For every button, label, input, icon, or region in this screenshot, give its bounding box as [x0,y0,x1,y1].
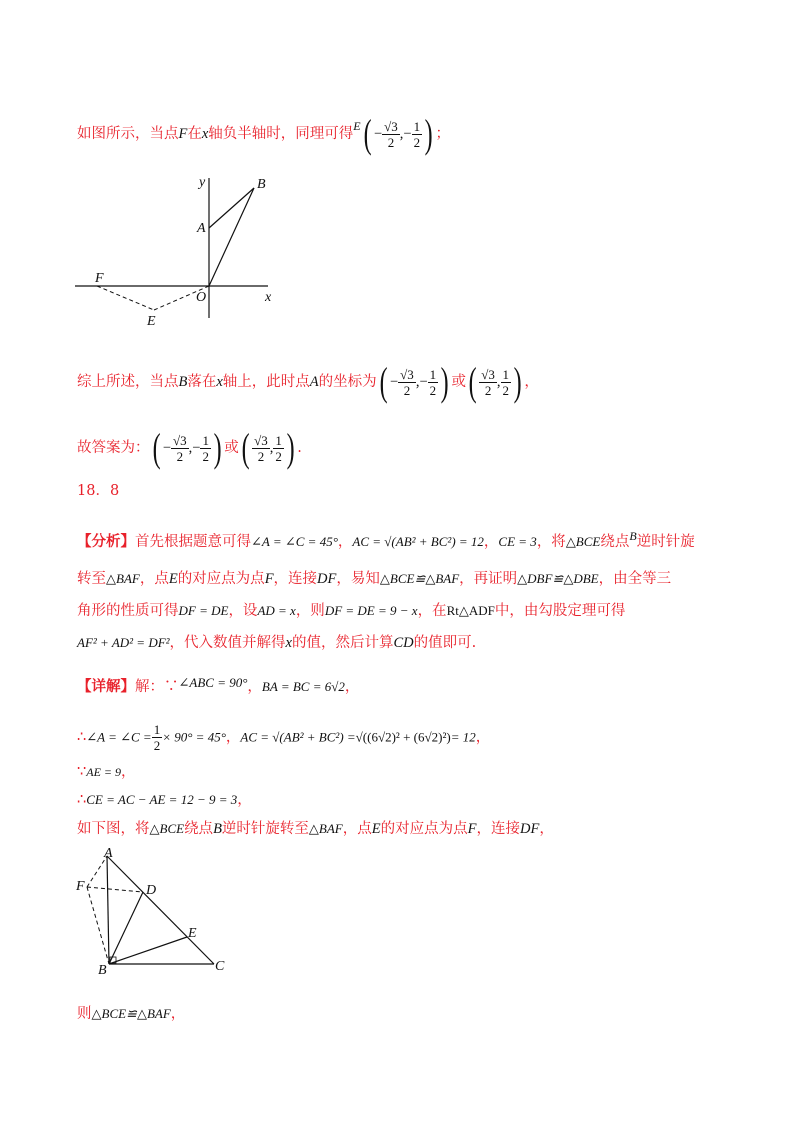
segment-FE [97,286,154,310]
detail-line-6: 则△BCE≌△BAF， [77,1006,186,1022]
label-x: x [265,290,272,305]
label-B: B [98,963,107,977]
analysis-tag: 【分析】 [77,533,135,550]
text: 轴负半轴时，同理可得 [208,126,354,142]
label-D: D [146,883,157,898]
segment-OB [209,188,254,286]
segment-AC [107,856,214,964]
var-x: x [201,126,209,142]
detail-line-5: 如下图，将△BCE绕点B逆时针旋转至△BAF，点E的对应点为点F，连接DF， [77,821,554,837]
answer-line: 故答案为：( − $\frac{√3}{2}$ ,− $\frac{1}{2}$ ) 或( $\frac{√3}{2}$ , $\frac{1}{2}$ ) . [77,425,302,470]
frac: $\frac{1}{2}$ [413,118,421,150]
text: ； [435,126,450,142]
paren: ( [363,111,372,156]
question-heading: 18．8 [77,483,120,499]
label-E: E [188,926,197,941]
coordinate-figure [70,170,290,330]
paren: ) [424,111,433,156]
block2-line: 综上所述，当点B落在x轴上，此时点A的坐标为( − $\frac{√3}{2}$ ,− $\frac{1}{2}$ ) 或( $\frac{√3}{2}$ , $\frac{1}{2}$ ) ， [77,359,539,404]
segment-AB [107,856,109,964]
text: 如图所示，当点 [77,126,179,142]
minus: − [373,126,383,142]
text: 在 [187,126,202,142]
point-A: A [309,374,319,390]
block1-line [77,111,450,156]
label-y: y [199,175,206,190]
label-O: O [196,290,207,305]
label-A: A [197,221,206,236]
segment-FD [87,887,143,892]
detail-line-3: ∵AE = 9， [77,764,136,780]
segment-BD [109,892,143,964]
detail-tag: 【详解】 [77,678,135,695]
label-E: E [147,314,156,329]
label-A: A [104,846,113,861]
triangle-figure [70,842,240,977]
analysis-line-4: AF² + AD² = DF²，代入数值并解得x的值，然后计算CD的值即可. [77,635,477,651]
label-F: F [95,271,104,286]
detail-line-2: ∴∠A = ∠C = $\frac{1}{2}$ × 90° = 45°，AC = √(AB² + BC²) =√((6√2)² + (6√2)²)= 12， [77,722,491,753]
point-F: F [178,126,188,142]
comma: ,− [399,126,412,142]
analysis-line-3: 角形的性质可得DF = DE，设AD = x，则DF = DE = 9 − x，在Rt△ADF中，由勾股定理可得 [77,603,626,619]
segment-FB [87,887,109,964]
point-E: E [353,119,361,133]
segment-BE [109,937,187,964]
var-x: x [216,374,223,390]
label-F: F [76,879,85,894]
frac: $\frac{√3}{2}$ [384,118,398,150]
detail-line-4: ∴CE = AC − AE = 12 − 9 = 3， [77,792,252,808]
segment-AB [209,188,254,228]
point-B: B [178,374,188,390]
detail-line-1: 【详解】解：∵∠ABC = 90°，BA = BC = 6√2， [77,675,360,695]
analysis-line-2: 转至△BAF，点E的对应点为点F，连接DF，易知△BCE≌△BAF，再证明△DBF≌△DBE，由全等三 [77,571,672,587]
label-C: C [215,959,225,974]
label-B: B [257,177,266,192]
analysis-line-1: 【分析】首先根据题意可得∠A = ∠C = 45°，AC = √(AB² + BC²) = 12，CE = 3，将△BCE绕点$^B$逆时针旋 [77,529,695,550]
